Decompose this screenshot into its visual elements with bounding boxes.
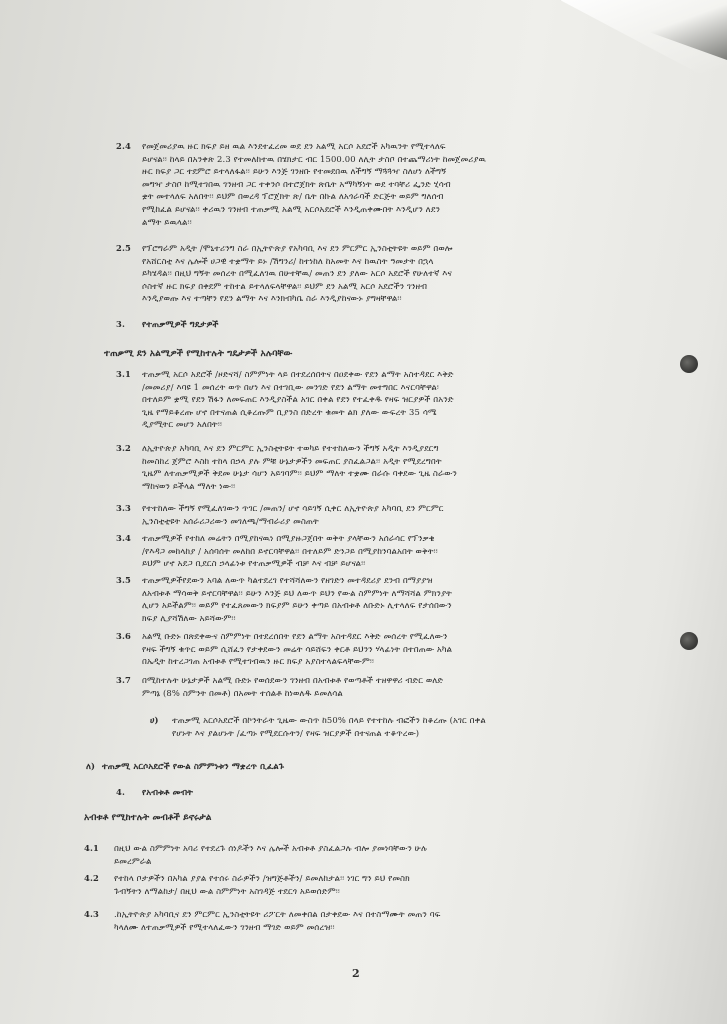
section-title: የተጠቃሚዎች ግዴታዎች	[142, 319, 219, 329]
section-number: 3.5	[116, 575, 132, 585]
paragraph-text: ተጠቃሚዎችየደውን አባል ለውጥ ካልተደረገ የተሻሻለውን የዘገድን መተዳደሪያ ደንብ በማያያዝ ለአብቱቶ ማሳወቅ ይኖርባቸዋል፡፡ ይሁን እንጅ ይህ ለውጥ ይህን የውል ስምምነት ለማሻሻል ምክንያት ሊሆን አይችልም፡፡ ወይም የተፈጸመውን ክፍያም ይሁን ቀጣይ በአብቱቶ ለቡድኑ ሊተላለፍ የታሰበውን ክፍያ ሊያሻሽለው አይሻውም፡፡	[142, 575, 452, 623]
paragraph-text: የመጀመሪያዉ ዙር ክፍያ ይዘ ዉል እንደተፈረመ ወደ ደን አልሚ አርሶ አደሮች አካዉንት የሚተላለፍ ይሆናል፡፡ ከላይ በአንቀጽ 2.3 የተመለከተዉ በሄክታር ብር 1500.00 ለሊት ታስቦ በተጨማሪነት ከመጀመሪያዉ ዙር ክፍያ ጋር ተደምሮ ይተላለፋል፡፡ ይሁን እንጅ ገንዘቡ የተመደበዉ ለችግኝ ማጓጓዣ ስለሆነ ለችግኝ መግዣ ታስቦ ከሚተገበዉ ገንዘብ ጋር ተቀንሶ በተሮጀክት ጽቤት አማካኝነት ወደ ተባቸሪ ፌንድ ሂሳብ ቋት መተላለፍ አለበት፡፡ ይህም በወረዳ ፕሮጀክት ጽ/ ቤት በኩል ለአጎራባች ድርጅት ወይም ግለሰብ የሚከፈል ይሆናል፡፡ ቀሪዉን ገንዘብ ተጠቃሚ አልሚ አርሶአደሮች እንዲጠቀሙበት እንዲሆን ለደን ልማት ይዉላል፡፡	[142, 141, 486, 227]
subitem-marker: ለ)	[86, 761, 96, 771]
section-number: 2.5	[116, 243, 132, 253]
section-number: 4.3	[84, 909, 100, 919]
section-number: 4.2	[84, 873, 100, 883]
section-4-title	[116, 786, 516, 799]
section-number: 2.4	[116, 141, 132, 151]
paragraph-text: ተጠቃሚ አርሶ አደሮች /ዞድናሻ/ ስምምነት ላይ በተደረሰበትና በዐደቀው የደን ልማት አስተዳደር እቅድ /መመሪያ/ እባዩ 1 መሰረት ወጥ በሆነ እና በተገቢው መንገድ የደን ልማት መተግበር እናርባቸዋል፡ በተለይም ቋሚ የደን ሽፋን ለመፍጠር እንዲያስችል አገር በቀል የደን የተፈቀዱ የዛፍ ዝርያዎች በአንድ ጊዜ የማይቆረጡ ሆኖ በተናጠል ሲቆረጡም ቢያንስ በድረት ቁመት ልክ ያለው ውፍረት 35 ሳሜ ዲያሚትር መሆን አለበት፡፡	[142, 369, 454, 430]
section-3-3	[116, 502, 656, 527]
paragraph-text: የፕሮግራም አዲት /ሞኒተሪንግ ስራ በኢትዮጵያ የአካባቢ እና ደን ምርምር ኢንስቲትዩት ወይም በወሎ የአሸርስቲ እና ሌሎች ሀጋዊ ተቋማት ይኑ /ሽግንሪ/ ከተነከለ ከአመት እና ከዉስት ዓመታት በኋላ ይካሄዳል፡፡ በዚህ ግኝት መሰረት በሚፈለገዉ በሁተቸዉ/ መጠን ደን ያለው አርሶ አደሮች የሁለተኛ እና ሶስተኛ ዙር ክፍያ በቀደም ተከተል ይተላለፍላቸዋል፡፡ ይህም ደን አልሚ አርሶ አደሮችን ገንዘብ እንዲያወጡ እና ተጣቸን የደን ልማት እና እንክብካቤ ስራ እንዲያከናውኑ ያግዛቸዋል፡፡	[142, 243, 453, 304]
section-number: 3.1	[116, 369, 132, 379]
section-3-4	[116, 532, 656, 570]
section-3-1	[116, 368, 656, 431]
paragraph-text: በሚከተሉት ሁኔታዎች አልሚ ቡድኑ የወሰደውን ገንዘብ በአብቱቶ የወጣቶች ተዘዋዋሪ ብድር ወለድ ምጣኔ (8% ስምንት በመቶ) በአመት ተሰልቶ ከነወለዱ ይመለሳል	[142, 675, 444, 698]
section-3-5	[116, 574, 656, 624]
section-number: 4.1	[84, 843, 100, 853]
subitem-le	[86, 760, 486, 773]
paragraph-text: ተጠቃሚዎች የተከለ መሬትን በሚያከናዉነ በሚያዙጋጀበት ወቅት ያላቸውን አሰራሳር የፕንቃቄ /የእዳጋ መከላከያ / አሰባሰት መለከበ ይኖርባቸዋል፡፡ በተለይም ድንጋይ በሚያከንባልአበት ወቅት፡፡ ይህም ሆኖ አደጋ ቢደርስ ኃላፊነቱ የተጠቃሚዎች ብቻ እና ብቻ ይሆናል፡፡	[142, 533, 438, 569]
section-4-1	[84, 842, 664, 867]
section-4-3	[84, 908, 664, 933]
section-number: 3.4	[116, 533, 132, 543]
paragraph-text: ተጠቃሚ አርሶአደሮች በኮንትራት ጊዜው ውስጥ ከ50% በላይ የተተከሉ ብፎችን ከቆረጡ (አገር በቀል የሆኑት እና ያልሆኑት /ፈጣኑ የሚደርሱትን/ የዛፍ ዝርያዎች በተናጠል ተቆጥረው)	[172, 715, 486, 738]
paragraph-text: .ከኢትዮጵያ አካባቢና ደን ምርምር ኢንስቲትዩት ሪፖርት ለመቀበል በታቀደው እና በተስማሙት መጠን ባፍ ካላለሙ ለተጠቃሚዎች የሚተላለፈውን ገንዘብ ማገድ ወይም መሰረዝ፡፡	[114, 909, 441, 932]
section-number: 3.2	[116, 443, 132, 453]
page-number: 2	[352, 967, 360, 980]
paragraph-text: በዚህ ውል ስምምነት አባሪ የተደረጉ ሰነዶችን እና ሌሎች አብቱቶ ያስፈልጋሉ ብሎ ያመነባቸውን ሁሉ ይመረምራል	[114, 843, 428, 866]
paragraph-text: ለኢትዮጵያ አካባቢ እና ደን ምርምር ኢንስቲትዩት ተወካይ የተተከለውን ችግኝ አዲት እንዲያደርግ ከመስከረ ጀምሮ እስከ ተከላ በኃላ ያሉ ምቹ ሁኔታዎችን መፍጠር ያስፈልጋል፡፡ አዲት የሚደረግበት ጊዜም ለተጠቃሚዎች ቅደመ ሁኔታ ሳሆን አይገባም፡፡ ይህም ማለት ተቋሙ በራሱ ባቀደው ጊዜ ስራውን ማከናወን ይችላል ማለት ነው፡፡	[142, 443, 457, 491]
section-title: የአብቱቶ መብት	[142, 787, 193, 797]
subitem-u	[150, 714, 660, 739]
section-number: 3.3	[116, 503, 132, 513]
section-4-2	[84, 872, 664, 897]
subitem-marker: ሀ)	[150, 715, 159, 725]
section-number: 3.7	[116, 675, 132, 685]
section-4-intro: አብቱቶ የሚከተሉት መብቶች ይኖሩታል	[84, 813, 212, 823]
paragraph-text: የተከላ ቦታዎችን በአካል ያያል የተሰሩ ስራዎችን /ዝግጅቶችን/ ይመለከታል፡፡ ነገር ግን ይህ የመስክ ጉብኝትን ለማልከታ/ በዚህ ውል ስምምነት አስገዳጅ ተደርጎ አይወሰድም፡፡	[114, 873, 410, 896]
section-2-5	[116, 242, 656, 305]
section-3-6	[116, 630, 656, 668]
paragraph-text: አልሚ ቡድኑ በጽደቀውና ስምምነት በተደረሰበት የደን ልማት አስተዳደር እቅድ መሰረት የሚፈለውን የዛፍ ችግኝ ቁጥር ወይም ሲሸፈን የታቀደውን መሬት ሳይሸፍን ቀርቶ ይህንን ሃላፊነት በተበጠው አካል በኤዲት ከተረጋገጠ አብቱቶ የሚተገብዉን ዙር ክፍያ አያስተላልፍላቸውም፡፡	[142, 631, 453, 667]
section-number: 3.6	[116, 631, 132, 641]
section-2-4	[116, 140, 656, 228]
paragraph-text: የተተከለው ችግኝ የሚፈለገውን ጥገር /መጠን/ ሆኖ ሳይገኝ ሲቀር ለኢትዮጵያ አካባቢ ደን ምርምር ኢንስቲቲዩት አሰራሪጋሪውን መገለጫ/ማብራሪያ መስጠት	[142, 503, 444, 526]
section-3-7	[116, 674, 656, 699]
subheading: ተጠቃሚ ደን አልሚዎች የሚከተሉት ግዴታዎች አሉባቸው	[104, 349, 293, 359]
paragraph-text: ተጠቃሚ አርሶአደሮች የውል ስምምነቱን ማቋረጥ ቢፈልጉ	[102, 761, 285, 771]
section-3-title	[116, 318, 516, 331]
section-3-2	[116, 442, 656, 492]
section-number: 3.	[116, 319, 126, 329]
section-number: 4.	[116, 787, 126, 797]
